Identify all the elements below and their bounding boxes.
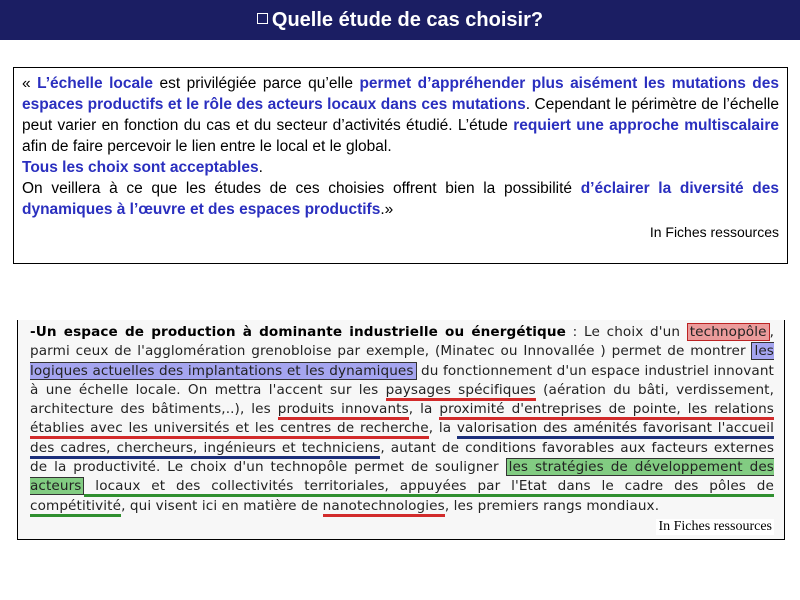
excerpt-text: , qui visent ici en matière de — [121, 497, 323, 514]
excerpt-text: , la — [408, 401, 440, 418]
underline-valorisation: valorisation des aménités favorisant l'accueil des cadres, chercheurs, ingénieurs et techniciens — [30, 420, 774, 458]
excerpt-text: , les premiers rangs mondiaux. — [444, 497, 660, 514]
excerpt-text: du fonctionnement d'un espace industriel innovant à une échelle locale. On mettra l'accent sur les — [30, 362, 774, 398]
checkbox-bullet-icon — [257, 13, 268, 24]
underline-nanotechnologies: nanotechnologies — [323, 498, 445, 517]
scanned-excerpt — [17, 320, 785, 540]
quote-close-mark: .» — [380, 201, 394, 218]
excerpt-source: In Fiches ressources — [658, 519, 772, 534]
excerpt-text: (aération du bâti, verdissement, architecture des bâtiments,..), les — [30, 381, 775, 418]
title-bar — [0, 0, 800, 40]
excerpt-text: , parmi ceux de l'agglomération grenobloise par exemple, (Minatec ou Innovallée ) permet de montrer — [30, 324, 774, 360]
highlight-multiscalaire: requiert une approche multiscalaire — [513, 117, 779, 134]
underline-produits: produits innovants — [278, 401, 409, 420]
quote-paragraph-1 — [22, 73, 779, 157]
quote-text: On veillera à ce que les études de ces choisies offrent bien la possibilité — [22, 180, 581, 197]
highlight-logiques: les logiques actuelles des implantations et les dynamiques — [30, 343, 774, 379]
quote-text: afin de faire percevoir le lien entre le local et le global. — [22, 138, 392, 155]
underline-paysages: paysages spécifiques — [386, 382, 536, 401]
scanned-paragraph — [30, 323, 774, 516]
underline-collectivites: locaux et des collectivités territoriales, appuyées par l'Etat dans le cadre des pôles de compétitivité — [30, 478, 774, 516]
highlight-technopole: technopôle — [687, 323, 770, 341]
highlight-strategies: les stratégies de développement des acteurs — [30, 459, 774, 495]
quote-open-mark: « — [22, 75, 38, 92]
page-title: Quelle étude de cas choisir? — [271, 9, 544, 31]
quote-box — [13, 67, 788, 264]
highlight-diversite: d’éclairer la diversité des dynamiques à l’œuvre et des espaces productifs — [22, 180, 779, 218]
excerpt-text: : Le choix d'un — [565, 324, 687, 340]
excerpt-text: , autant de conditions favorables aux facteurs externes de la productivité. Le choix d'un technopôle permet de souligner — [30, 439, 774, 476]
excerpt-text: , la — [428, 420, 457, 437]
quote-source: In Fiches ressources — [649, 224, 779, 240]
underline-proximite: proximité d'entreprises de pointe, les relations établies avec les universités et les centres de recherche — [30, 401, 774, 439]
quote-paragraph-3 — [22, 178, 779, 220]
quote-text: . Cependant le périmètre de l’échelle peut varier en fonction du cas et du secteur d’activités étudié. L’étude — [22, 96, 779, 134]
highlight-mutations: permet d’appréhender plus aisément les mutations des espaces productifs et le rôle des acteurs locaux dans ces mutations — [22, 75, 779, 113]
quote-text: . — [258, 159, 263, 176]
highlight-choix-acceptables: Tous les choix sont acceptables — [22, 159, 259, 176]
highlight-echelle-locale: L’échelle locale — [37, 75, 154, 92]
quote-text: est privilégiée parce qu’elle — [153, 75, 360, 92]
quote-paragraph-2 — [22, 157, 779, 178]
excerpt-heading: -Un espace de production à dominante industrielle ou énergétique — [30, 324, 566, 340]
